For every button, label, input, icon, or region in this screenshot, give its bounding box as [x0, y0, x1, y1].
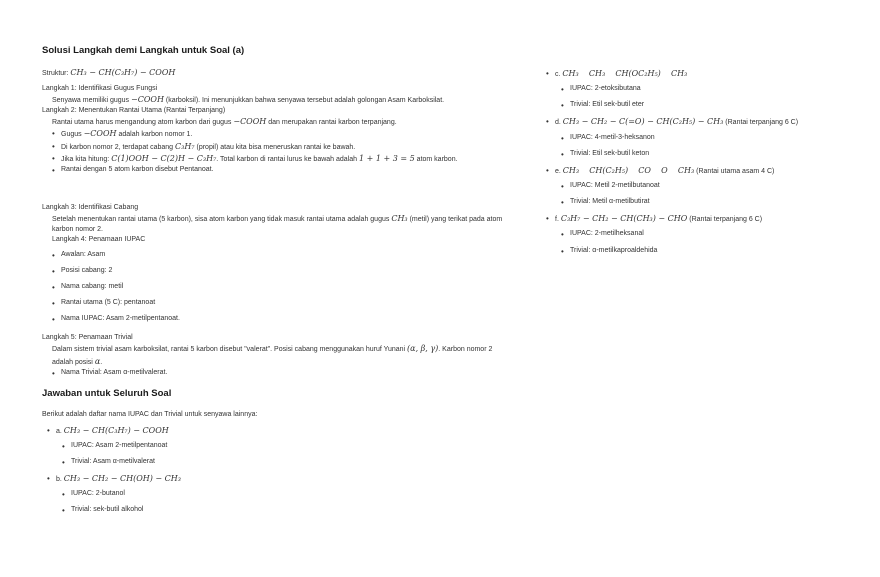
- list-item: • Nama Trivial: Asam α-metilvalerat.: [52, 368, 512, 378]
- step2-b3-c: atom karbon.: [416, 155, 458, 163]
- answer-formula: CH₃ − CH₂ − C(=O) − CH(C₂H₅) − CH₃: [562, 117, 724, 127]
- step2-text-a: Rantai utama harus mengandung atom karbon dari gugus: [52, 119, 232, 127]
- answers-list-right: [546, 68, 846, 256]
- step4-list: [52, 250, 512, 325]
- list-item: [52, 141, 512, 153]
- step2-list: [52, 128, 512, 175]
- step5-formula: (α, β, γ): [407, 344, 439, 354]
- answer-trivial: • Trivial: Asam α-metilvalerat: [62, 457, 512, 467]
- list-item: [52, 128, 512, 140]
- answer-trivial: • Trivial: Etil sek-butil keton: [561, 149, 846, 159]
- answer-label: f.: [555, 216, 559, 224]
- step2-b2-a: Di karbon nomor 2, terdapat cabang: [61, 143, 174, 151]
- answer-sub-list: [561, 229, 846, 255]
- answer-iupac: • IUPAC: 2-etoksibutana: [561, 84, 846, 94]
- answer-note: (Rantai terpanjang 6 C): [725, 119, 799, 127]
- step2-b1-formula: −COOH: [83, 129, 117, 139]
- step3-formula: CH₃: [391, 214, 408, 224]
- answer-formula: CH₃ − CH₂ − CH(OH) − CH₃: [63, 474, 181, 484]
- answers-list-left: [42, 425, 512, 516]
- list-item: • Nama IUPAC: Asam 2-metilpentanoat.: [52, 314, 512, 324]
- list-item: [52, 153, 512, 165]
- answer-trivial: • Trivial: Etil sek-butil eter: [561, 100, 846, 110]
- step2-text: [52, 116, 512, 128]
- step5-text: [52, 343, 512, 367]
- answer-iupac: • IUPAC: Metil 2-metilbutanoat: [561, 181, 846, 191]
- step5-formula2: α: [94, 356, 101, 366]
- step2-b3-a: Jika kita hitung:: [61, 155, 110, 163]
- answer-label: c.: [555, 71, 561, 78]
- step3-title: Langkah 3: Identifikasi Cabang: [42, 204, 139, 212]
- step5-text-c: .: [100, 358, 103, 366]
- step2-title: Langkah 2: Menentukan Rantai Utama (Rantai Terpanjang): [42, 107, 226, 115]
- answer-sub-list: [561, 133, 846, 159]
- step2-b3-formula: C(1)OOH − C(2)H − C₃H₇: [111, 153, 217, 163]
- step2-b1-b: adalah karbon nomor 1.: [118, 131, 193, 139]
- answer-sub-list: [62, 441, 512, 467]
- list-item: • Awalan: Asam: [52, 250, 512, 260]
- answer-trivial: • Trivial: Metil α-metilbutirat: [561, 197, 846, 207]
- list-item: • Posisi cabang: 2: [52, 266, 512, 276]
- answer-formula: CH₃ CH(C₂H₅) CO O CH₃: [562, 165, 695, 175]
- answer-formula: CH₃ CH₃ CH(OC₂H₅) CH₃: [562, 69, 688, 78]
- answers-title: Jawaban untuk Seluruh Soal: [42, 387, 172, 399]
- step1-text: [52, 94, 512, 106]
- step1-text-b: (karboksil). Ini menunjukkan bahwa senyawa tersebut adalah golongan Asam Karboksilat.: [165, 97, 445, 105]
- step3-text: [52, 213, 512, 235]
- answer-iupac: • IUPAC: 2-metilheksanal: [561, 229, 846, 239]
- step2-b2-b: (propil) atau kita bisa meneruskan rantai ke bawah.: [196, 143, 356, 151]
- step2-b3-b: . Total karbon di rantai lurus ke bawah adalah: [216, 155, 358, 163]
- right-column: [546, 68, 846, 256]
- step2-text-b: dan merupakan rantai karbon terpanjang.: [268, 119, 397, 127]
- structure-formula: CH₃ − CH(C₃H₇) − COOH: [70, 67, 176, 77]
- step2-b2-formula: C₃H₇: [175, 141, 195, 151]
- answer-item-a: [47, 425, 512, 467]
- list-item: • Nama cabang: metil: [52, 282, 512, 292]
- solution-title: Solusi Langkah demi Langkah untuk Soal (a): [42, 45, 245, 56]
- step1-title: Langkah 1: Identifikasi Gugus Fungsi: [42, 84, 158, 92]
- answers-intro: Berikut adalah daftar nama IUPAC dan Trivial untuk senyawa lainnya:: [42, 410, 258, 418]
- answer-sub-list: [561, 84, 846, 110]
- list-item: • Rantai utama (5 C): pentanoat: [52, 298, 512, 308]
- answer-sub-list: [561, 181, 846, 207]
- answer-formula: C₃H₇ − CH₂ − CH(CH₃) − CHO: [560, 214, 688, 224]
- answer-formula: CH₃ − CH(C₃H₇) − COOH: [63, 425, 169, 435]
- answer-label: a.: [56, 427, 62, 435]
- step2-formula: −COOH: [233, 117, 267, 127]
- left-column: [42, 44, 512, 516]
- structure-label: Struktur:: [42, 69, 69, 77]
- answer-iupac: • IUPAC: Asam 2-metilpentanoat: [62, 441, 512, 451]
- step5-title: Langkah 5: Penamaan Trivial: [42, 334, 133, 342]
- answer-trivial: • Trivial: sek-butil alkohol: [62, 505, 512, 515]
- answer-label: d.: [555, 119, 561, 127]
- answer-item-b: [47, 473, 512, 515]
- step3-text-a: Setelah menentukan rantai utama (5 karbon), sisa atom karbon yang tidak masuk rantai utama adalah gugus: [52, 216, 390, 224]
- answer-note: (Rantai utama asam 4 C): [696, 167, 775, 175]
- step5-list: [52, 368, 512, 378]
- step5-text-a: Dalam sistem trivial asam karboksilat, rantai 5 karbon disebut "valerat". Posisi cabang menggunakan huruf Yunani: [52, 346, 406, 354]
- answer-item-c: [546, 68, 846, 110]
- answer-label: b.: [56, 476, 62, 484]
- step2-b1-a: Gugus: [61, 131, 82, 139]
- list-item: • Rantai dengan 5 atom karbon disebut Pentanoat.: [52, 165, 512, 175]
- answer-iupac: • IUPAC: 2-butanol: [62, 489, 512, 499]
- step1-text-a: Senyawa memiliki gugus: [52, 97, 130, 105]
- answer-item-f: [546, 213, 846, 255]
- answer-note: (Rantai terpanjang 6 C): [689, 216, 763, 224]
- answer-sub-list: [62, 489, 512, 515]
- step4-title: Langkah 4: Penamaan IUPAC: [52, 236, 146, 244]
- answer-trivial: • Trivial: α-metilkaproaldehida: [561, 246, 846, 256]
- step2-b3-formula2: 1 + 1 + 3 = 5: [358, 153, 415, 163]
- answer-item-d: [546, 116, 846, 158]
- answer-label: e.: [555, 167, 561, 175]
- step5-text-b: . Karbon nomor 2 adalah posisi: [52, 346, 493, 366]
- step1-formula: −COOH: [131, 95, 164, 105]
- answer-item-e: [546, 165, 846, 207]
- step3-text-b: (metil) yang terikat pada atom karbon nomor 2.: [52, 216, 503, 234]
- structure-line: [42, 67, 512, 79]
- answer-iupac: • IUPAC: 4-metil-3-heksanon: [561, 133, 846, 143]
